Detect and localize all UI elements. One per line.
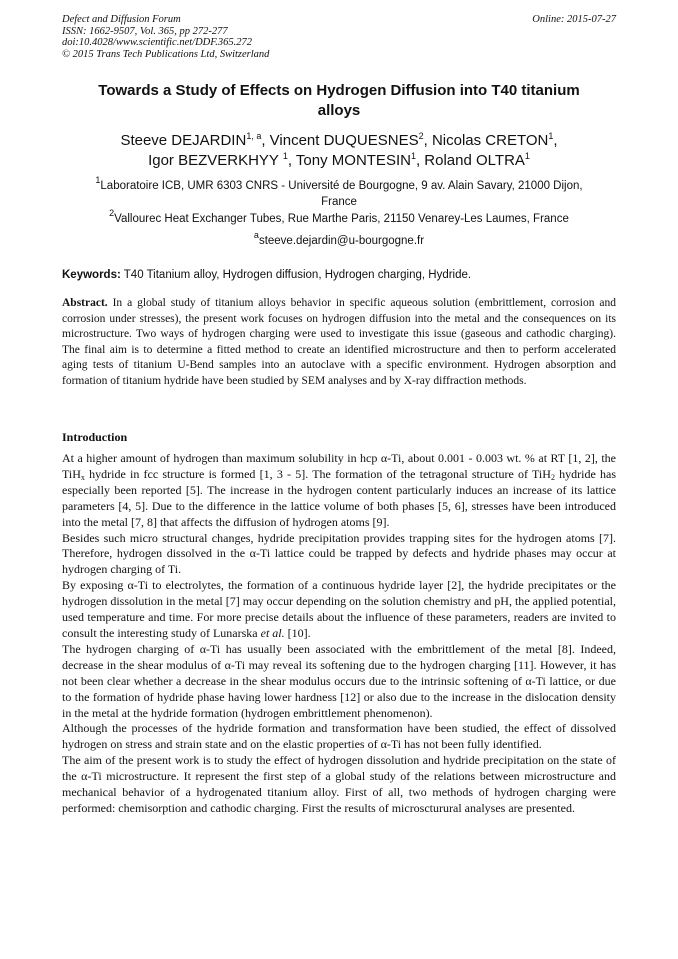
journal-header	[62, 14, 616, 60]
abstract	[62, 296, 616, 389]
keywords	[62, 267, 616, 283]
author-line-1	[62, 131, 616, 151]
journal-doi[interactable]: doi:10.4028/www.scientific.net/DDF.365.272	[62, 37, 253, 49]
author-name: Steeve DEJARDIN	[120, 132, 247, 149]
journal-copyright: © 2015 Trans Tech Publications Ltd, Switzerland	[62, 48, 270, 60]
affiliation-1-line-1: Laboratoire ICB, UMR 6303 CNRS - Université de Bourgogne, 9 av. Alain Savary, 21000 Dijon,	[100, 180, 583, 192]
affiliation-1-line-2: France	[321, 196, 357, 208]
paragraph: The aim of the present work is to study the effect of hydrogen dissolution and hydride precipitation on the state of the α-Ti microstructure. It represent the first step of a global study of the relations between microstructure and mechanical behavior of a hydrogenated titanium alloy. First of all, two methods of hydrogen charging were performed: chemisorption and cathodic charging. First the results of microscturural analyses are presented.	[62, 753, 616, 815]
keywords-label: Keywords:	[62, 269, 121, 281]
author-separator: ,	[553, 132, 558, 149]
paragraph: At a higher amount of hydrogen than maximum solubility in hcp α-Ti, about 0.001 - 0.003 wt. % at RT [1, 2], the TiH$_x$ hydride in fcc structure is formed [1, 3 - 5]. The formation of the tetragonal structure of TiH$_2$ hydride has especially been reported [5]. The increase in the hydrogen content particularly induces an increase of its lattice parameters [4, 5]. Due to the difference in the lattice volume of both phases [5, 6], stresses have been introduced into the metal [7, 8] that affects the diffusion of hydrogen atoms [9].	[62, 451, 616, 529]
online-date: Online: 2015-07-27	[532, 14, 616, 25]
affiliation-2-text: Vallourec Heat Exchanger Tubes, Rue Marthe Paris, 21150 Venarey-Les Laumes, France	[114, 213, 569, 225]
author-affiliation-mark: 1	[410, 151, 416, 161]
affiliation-1	[62, 175, 616, 210]
author-line-2	[62, 151, 616, 171]
abstract-text: In a global study of titanium alloys behavior in specific aqueous solution (embrittlement, corrosion and corrosion under stresses), the present work focuses on hydrogen diffusion into the metal and the consequences on its microstructure. Two ways of hydrogen charging were used to investigate this issue (gaseous and cathodic charging). The final aim is to determine a fitted method to create an identified microstructure and then to perform accelerated aging tests of titanium U-Bend samples into an autoclave with a specific environment. Hydrogen absorption and formation of titanium hydride have been studied by SEM analyses and by X-ray diffraction methods.	[62, 297, 616, 387]
author-name: , Roland OLTRA	[415, 152, 525, 169]
affiliation-mark: 2	[109, 208, 115, 218]
abstract-label: Abstract.	[62, 297, 108, 309]
keywords-text: T40 Titanium alloy, Hydrogen diffusion, Hydrogen charging, Hydride.	[120, 269, 472, 281]
paper-title	[62, 81, 616, 121]
author-list	[62, 131, 616, 171]
paragraph: The hydrogen charging of α-Ti has usually been associated with the embrittlement of the metal [8]. Indeed, decrease in the shear modulus of α-Ti may reveal its softening due to the hydrogen charging [11]. However, it has not been clear whether a decrease in the shear modulus occurs due to the intrinsic softening of α-Ti lattice, or due to the formation of hydride phase having lower hardness [12] or also due to the increase in the dislocation density in the metal at the hydride formation (hydrogen embrittlement phenomenon).	[62, 641, 616, 720]
author-affiliation-mark: 1	[548, 131, 554, 141]
paragraph: Although the processes of the hydride formation and transformation have been studied, the effect of dissolved hydrogen on stress and strain state and on the elastic properties of α-Ti has not been fully identified.	[62, 721, 616, 752]
title-line-2: alloys	[317, 102, 361, 119]
affiliation-2	[62, 208, 616, 227]
author-name: , Tony MONTESIN	[287, 152, 411, 169]
author-affiliation-mark: 1	[524, 151, 530, 161]
title-line-1: Towards a Study of Effects on Hydrogen Diffusion into T40 titanium	[98, 82, 580, 99]
paragraph: By exposing α-Ti to electrolytes, the formation of a continuous hydride layer [2], the hydride precipitates or the hydrogen dissolution in the metal [7] may occur depending on the solution chemistry and pH, the applied potential, used temperature and time. For more precise details about the influence of these parameters, readers are invited to consult the interesting study of Lunarska et al. [10].	[62, 578, 616, 640]
section-heading-introduction: Introduction	[62, 430, 128, 444]
author-affiliation-mark: 2	[418, 131, 424, 141]
paragraph: Besides such micro structural changes, hydride precipitation provides trapping sites for the hydrogen atoms [7]. Therefore, hydrogen dissolved in the α-Ti lattice could be trapped by defects and hydride phases may occur at hydrogen charging of Ti.	[62, 530, 616, 577]
email-mark: a	[253, 230, 259, 240]
author-name: , Vincent DUQUESNES	[261, 132, 419, 149]
author-name: , Nicolas CRETON	[423, 132, 549, 149]
author-name: Igor BEZVERKHYY	[148, 152, 283, 169]
author-affiliation-mark: 1, a	[246, 131, 262, 141]
journal-name: Defect and Diffusion Forum	[62, 14, 181, 25]
introduction-body	[62, 451, 616, 817]
author-affiliation-mark: 1	[282, 151, 288, 161]
email-address[interactable]: steeve.dejardin@u-bourgogne.fr	[258, 235, 425, 247]
journal-issn: ISSN: 1662-9507, Vol. 365, pp 272-277	[62, 25, 228, 37]
contact-email[interactable]	[62, 230, 616, 249]
affiliation-mark: 1	[95, 175, 101, 185]
